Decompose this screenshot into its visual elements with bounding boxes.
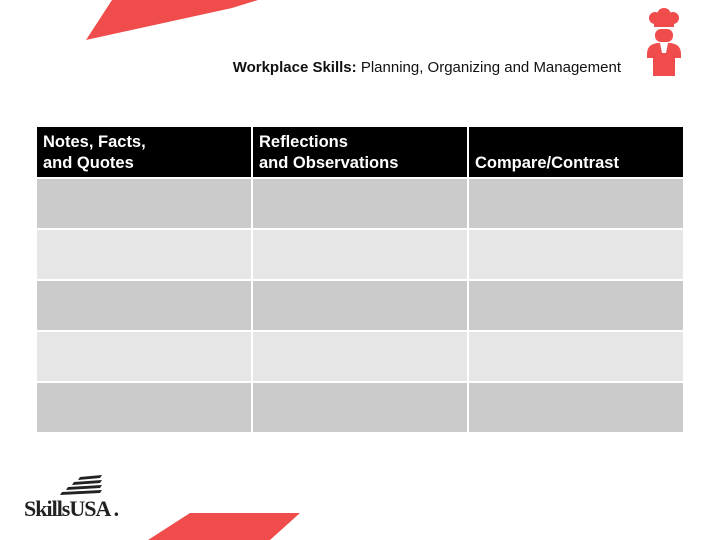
table-cell[interactable]	[252, 178, 468, 229]
skillsusa-flag-icon	[22, 474, 112, 498]
table-cell[interactable]	[252, 331, 468, 382]
header-line: Reflections	[259, 133, 348, 151]
table-cell[interactable]	[252, 280, 468, 331]
table-cell[interactable]	[36, 178, 252, 229]
table-cell[interactable]	[36, 382, 252, 433]
logo-text: SkillsUSA .	[24, 496, 119, 521]
page-subtitle	[0, 59, 621, 76]
column-header-compare	[468, 126, 684, 178]
table-row	[36, 382, 684, 433]
header-line: and Observations	[259, 154, 399, 172]
table-cell[interactable]	[468, 178, 684, 229]
header-line: Compare/Contrast	[475, 154, 619, 172]
decorative-red-stripe-bottom	[0, 505, 720, 540]
table-cell[interactable]	[36, 331, 252, 382]
table-cell[interactable]	[36, 280, 252, 331]
column-header-notes	[36, 126, 252, 178]
table-row	[36, 178, 684, 229]
chef-icon	[644, 8, 684, 78]
subtitle-rest: Planning, Organizing and Management	[356, 59, 621, 76]
header-line: Notes, Facts,	[43, 133, 146, 151]
header-line: and Quotes	[43, 154, 134, 172]
table-cell[interactable]	[36, 229, 252, 280]
table-header-row	[36, 126, 684, 178]
table-row	[36, 280, 684, 331]
table-cell[interactable]	[468, 229, 684, 280]
table-cell[interactable]	[468, 382, 684, 433]
decorative-red-stripe-top	[0, 0, 720, 40]
table-row	[36, 331, 684, 382]
table-cell[interactable]	[468, 331, 684, 382]
table-cell[interactable]	[252, 229, 468, 280]
table-cell[interactable]	[252, 382, 468, 433]
subtitle-bold: Workplace Skills:	[232, 59, 357, 76]
notes-table	[35, 125, 685, 434]
table-row	[36, 229, 684, 280]
column-header-reflections	[252, 126, 468, 178]
table-cell[interactable]	[468, 280, 684, 331]
